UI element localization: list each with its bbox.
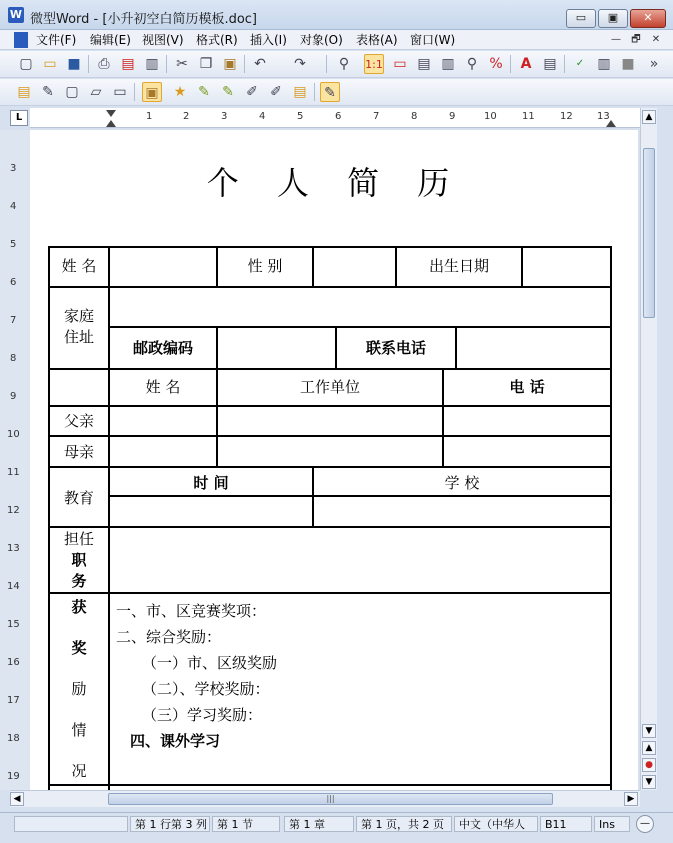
ruler-number: 7 bbox=[373, 111, 380, 122]
open-icon[interactable]: ▭ bbox=[43, 56, 57, 72]
ruler-number: 5 bbox=[10, 239, 17, 250]
ruler-number: 9 bbox=[449, 111, 456, 122]
parent-name-header: 姓 名 bbox=[145, 378, 181, 396]
vertical-scroll-thumb[interactable] bbox=[643, 148, 655, 318]
tel-header: 电 话 bbox=[509, 378, 545, 396]
copy-icon[interactable]: ❐ bbox=[199, 56, 213, 72]
table-border bbox=[48, 526, 612, 528]
print-preview-icon[interactable]: ▥ bbox=[145, 56, 159, 72]
edit-icon[interactable]: ✎ bbox=[42, 84, 54, 100]
ruler-number: 4 bbox=[259, 111, 266, 122]
toolbar-separator bbox=[134, 83, 135, 101]
menu-window[interactable]: 窗口(W) bbox=[410, 33, 456, 47]
table-border bbox=[455, 326, 457, 368]
ruler-number: 11 bbox=[7, 467, 20, 478]
position-label-line3: 务 bbox=[71, 572, 87, 590]
resume-title: 个 人 简 历 bbox=[206, 164, 464, 202]
award-label-char: 况 bbox=[71, 762, 87, 780]
ruler-number: 6 bbox=[335, 111, 342, 122]
ruler-number: 14 bbox=[7, 581, 20, 592]
toolbar-overflow-icon[interactable]: » bbox=[649, 56, 659, 72]
position-label-line2: 职 bbox=[71, 551, 87, 569]
toolbar-separator bbox=[166, 55, 167, 73]
document-icon[interactable]: ▤ bbox=[293, 84, 307, 100]
ruler-number: 3 bbox=[221, 111, 228, 122]
award-line: 二、综合奖励： bbox=[116, 628, 222, 646]
table-border bbox=[48, 435, 612, 437]
scroll-down-button[interactable]: ▼ bbox=[642, 724, 656, 738]
menu-insert[interactable]: 插入(I) bbox=[250, 33, 287, 47]
award-label-char: 获 bbox=[71, 598, 87, 616]
award-label-char: 情 bbox=[71, 721, 87, 739]
close-button[interactable]: ✕ bbox=[630, 9, 666, 28]
pdf-icon[interactable]: ▤ bbox=[121, 56, 135, 72]
percent-icon[interactable]: % bbox=[489, 56, 503, 72]
ruler-number: 9 bbox=[10, 391, 17, 402]
format-icon[interactable]: ▤ bbox=[543, 56, 557, 72]
ruler-number: 6 bbox=[10, 277, 17, 288]
postcode-label: 邮政编码 bbox=[132, 339, 193, 357]
ruler-number: 8 bbox=[10, 353, 17, 364]
vertical-ruler[interactable] bbox=[0, 130, 30, 790]
menu-format[interactable]: 格式(R) bbox=[196, 33, 238, 47]
address-label-line2: 住址 bbox=[63, 328, 94, 346]
table-border bbox=[48, 368, 612, 370]
previous-page-button[interactable]: ▲ bbox=[642, 741, 656, 755]
menu-table[interactable]: 表格(A) bbox=[356, 33, 398, 47]
status-chapter: 第 1 章 bbox=[284, 816, 354, 832]
toolbar-separator bbox=[314, 83, 315, 101]
copy-format-icon[interactable]: ▭ bbox=[113, 84, 127, 100]
table-border bbox=[48, 784, 612, 786]
ruler-number: 18 bbox=[7, 733, 20, 744]
ruler-number: 10 bbox=[7, 429, 20, 440]
browse-object-button[interactable]: ● bbox=[642, 758, 656, 772]
menu-view[interactable]: 视图(V) bbox=[142, 33, 184, 47]
mother-label: 母亲 bbox=[63, 443, 94, 461]
award-line: 四、课外学习 bbox=[130, 732, 221, 750]
award-line: （三）学习奖励： bbox=[142, 706, 263, 724]
clear-icon[interactable]: ▢ bbox=[65, 84, 79, 100]
two-page-icon[interactable]: ▥ bbox=[441, 56, 455, 72]
status-blank bbox=[14, 816, 128, 832]
find-icon[interactable]: ⚲ bbox=[338, 56, 350, 72]
time-header: 时 间 bbox=[193, 474, 229, 492]
doc-icon[interactable] bbox=[14, 32, 28, 48]
toolbar-separator bbox=[564, 55, 565, 73]
save-icon[interactable]: ■ bbox=[67, 56, 81, 72]
document-page[interactable] bbox=[30, 130, 638, 790]
web-view-icon[interactable]: ▭ bbox=[393, 56, 407, 72]
zoom-out-icon[interactable]: — bbox=[636, 815, 654, 833]
text-color-icon[interactable]: A bbox=[520, 56, 532, 72]
work-unit-header: 工作单位 bbox=[299, 378, 360, 396]
name-label: 姓 名 bbox=[61, 257, 97, 275]
address-label-line1: 家庭 bbox=[63, 307, 94, 325]
shadow-icon[interactable]: ■ bbox=[621, 56, 635, 72]
chart-icon[interactable]: ▥ bbox=[597, 56, 611, 72]
tab-stop-selector[interactable]: L bbox=[10, 110, 28, 126]
ruler-number: 3 bbox=[10, 163, 17, 174]
table-border bbox=[48, 286, 612, 288]
undo-icon[interactable]: ↶ bbox=[254, 56, 266, 72]
award-line: （二）、学校奖励： bbox=[142, 680, 270, 698]
doc-minimize-button[interactable]: — bbox=[611, 34, 621, 45]
birth-date-label: 出生日期 bbox=[428, 257, 489, 275]
first-line-indent-marker[interactable] bbox=[106, 110, 116, 117]
toolbar-separator bbox=[88, 55, 89, 73]
table-border bbox=[610, 246, 612, 790]
note-icon[interactable]: ✐ bbox=[270, 84, 282, 100]
new-icon[interactable]: ▢ bbox=[19, 56, 33, 72]
bookmark-icon[interactable]: ★ bbox=[173, 84, 187, 100]
next-page-button[interactable]: ▼ bbox=[642, 775, 656, 789]
award-label-char: 奖 bbox=[71, 639, 87, 657]
menu-edit[interactable]: 编辑(E) bbox=[90, 33, 131, 47]
ruler-number: 13 bbox=[7, 543, 20, 554]
award-line: （一）市、区级奖励 bbox=[142, 654, 278, 672]
right-indent-marker[interactable] bbox=[606, 120, 616, 127]
table-border bbox=[521, 246, 523, 286]
spell-check-icon[interactable]: ✓ bbox=[575, 58, 585, 69]
table-border bbox=[108, 326, 612, 328]
ruler-number: 12 bbox=[7, 505, 20, 516]
father-label: 父亲 bbox=[63, 412, 94, 430]
phone-label: 联系电话 bbox=[365, 339, 426, 357]
ruler-number: 17 bbox=[7, 695, 20, 706]
table-border bbox=[216, 326, 218, 368]
ruler-number: 13 bbox=[597, 111, 610, 122]
status-mode[interactable]: Ins bbox=[594, 816, 630, 832]
education-label: 教育 bbox=[63, 489, 94, 507]
award-line: 一、市、区竞赛奖项： bbox=[116, 602, 267, 620]
ruler-number: 11 bbox=[522, 111, 535, 122]
left-indent-marker[interactable] bbox=[106, 120, 116, 127]
pen-icon[interactable]: ✐ bbox=[246, 84, 258, 100]
ruler-number: 4 bbox=[10, 201, 17, 212]
word-app-icon[interactable]: W bbox=[9, 8, 23, 21]
style-icon[interactable]: ▤ bbox=[17, 84, 31, 100]
print-icon[interactable]: ⎙ bbox=[98, 56, 110, 72]
zoom-icon[interactable]: ⚲ bbox=[466, 56, 478, 72]
menu-file[interactable]: 文件(F) bbox=[36, 33, 77, 47]
doc-close-button[interactable]: ✕ bbox=[651, 34, 661, 45]
doc-restore-button[interactable]: 🗗 bbox=[631, 34, 641, 45]
toolbar-separator bbox=[326, 55, 327, 73]
table-border bbox=[48, 592, 612, 594]
horizontal-ruler[interactable] bbox=[30, 108, 640, 128]
toolbar-separator bbox=[244, 55, 245, 73]
ruler-number: 12 bbox=[560, 111, 573, 122]
minimize-button[interactable]: ▭ bbox=[566, 9, 596, 28]
ruler-number: 2 bbox=[183, 111, 190, 122]
table-border bbox=[48, 405, 612, 407]
page-view-icon[interactable]: 1:1 bbox=[364, 54, 384, 74]
ruler-number: 15 bbox=[7, 619, 20, 630]
status-section: 第 1 节 bbox=[212, 816, 280, 832]
outline-view-icon[interactable]: ▤ bbox=[417, 56, 431, 72]
horizontal-scroll-thumb[interactable]: ||| bbox=[108, 793, 553, 805]
scroll-up-button[interactable]: ▲ bbox=[642, 110, 656, 124]
ruler-number: 1 bbox=[146, 111, 153, 122]
ruler-number: 10 bbox=[484, 111, 497, 122]
ruler-number: 16 bbox=[7, 657, 20, 668]
restore-button[interactable]: ▣ bbox=[598, 9, 628, 28]
status-cell: B11 bbox=[540, 816, 592, 832]
paste-icon[interactable]: ▣ bbox=[223, 56, 237, 72]
eraser-icon[interactable]: ▱ bbox=[90, 84, 102, 100]
scroll-right-button[interactable]: ▶ bbox=[624, 792, 638, 806]
redo-icon[interactable]: ↷ bbox=[294, 56, 306, 72]
signature-icon[interactable]: ✎ bbox=[320, 82, 340, 102]
status-language: 中文（中华人 bbox=[454, 816, 538, 832]
position-label-line1: 担任 bbox=[63, 530, 94, 548]
table-border bbox=[48, 466, 612, 468]
status-position: 第 1 行第 3 列 bbox=[130, 816, 210, 832]
ruler-number: 19 bbox=[7, 771, 20, 782]
paste-special-icon[interactable]: ▣ bbox=[142, 82, 162, 102]
cut-icon[interactable]: ✂ bbox=[176, 56, 188, 72]
scroll-left-button[interactable]: ◀ bbox=[10, 792, 24, 806]
marker-icon[interactable]: ✎ bbox=[222, 84, 234, 100]
table-border bbox=[108, 246, 110, 790]
table-border bbox=[48, 246, 612, 248]
school-header: 学 校 bbox=[444, 474, 480, 492]
window-title: 微型Word - [小升初空白简历模板.doc] bbox=[30, 12, 257, 27]
gender-label: 性 别 bbox=[247, 257, 283, 275]
toolbar-separator bbox=[510, 55, 511, 73]
ruler-number: 8 bbox=[411, 111, 418, 122]
table-border bbox=[312, 246, 314, 286]
table-border bbox=[108, 495, 612, 497]
highlight-icon[interactable]: ✎ bbox=[198, 84, 210, 100]
status-pages: 第 1 页，共 2 页 bbox=[356, 816, 452, 832]
menu-object[interactable]: 对象(O) bbox=[300, 33, 343, 47]
ruler-number: 5 bbox=[297, 111, 304, 122]
ruler-number: 7 bbox=[10, 315, 17, 326]
award-label-char: 励 bbox=[71, 680, 87, 698]
